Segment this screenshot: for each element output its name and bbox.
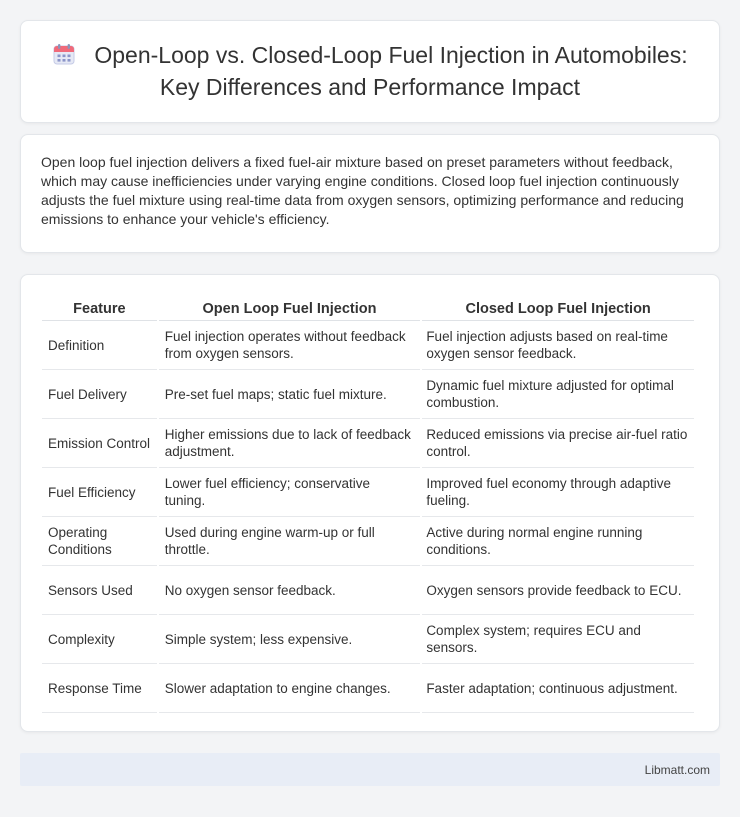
cell-open-loop: Simple system; less expensive. xyxy=(159,615,421,664)
cell-feature: Response Time xyxy=(42,664,157,713)
intro-paragraph: Open loop fuel injection delivers a fixed fuel-air mixture based on preset parameters without feedback, which may cause inefficiencies under varying engine conditions. Closed loop fuel injection continuously adjusts the fuel mixture using real-time data from oxygen sensors, optimizing performance and reducing emissions to enhance your vehicle's efficiency. xyxy=(41,154,684,227)
cell-closed-loop: Faster adaptation; continuous adjustment. xyxy=(422,664,694,713)
cell-open-loop: Higher emissions due to lack of feedback adjustment. xyxy=(159,419,421,468)
cell-closed-loop: Fuel injection adjusts based on real-time oxygen sensor feedback. xyxy=(422,321,694,370)
comparison-table-card xyxy=(20,274,720,732)
page-title xyxy=(51,41,689,102)
footer-brand: Libmatt.com xyxy=(644,762,710,777)
cell-open-loop: Fuel injection operates without feedback from oxygen sensors. xyxy=(159,321,421,370)
table-row xyxy=(42,566,694,615)
cell-feature: Definition xyxy=(42,321,157,370)
table-row xyxy=(42,370,694,419)
cell-closed-loop: Improved fuel economy through adaptive fueling. xyxy=(422,468,694,517)
table-row xyxy=(42,664,694,713)
calendar-icon xyxy=(52,42,76,73)
cell-open-loop: Slower adaptation to engine changes. xyxy=(159,664,421,713)
cell-feature: Operating Conditions xyxy=(42,517,157,566)
cell-closed-loop: Active during normal engine running conditions. xyxy=(422,517,694,566)
cell-feature: Fuel Delivery xyxy=(42,370,157,419)
intro-card xyxy=(20,134,720,253)
cell-open-loop: Pre-set fuel maps; static fuel mixture. xyxy=(159,370,421,419)
cell-closed-loop: Complex system; requires ECU and sensors. xyxy=(422,615,694,664)
header-open-loop: Open Loop Fuel Injection xyxy=(159,295,421,321)
table-row xyxy=(42,468,694,517)
cell-open-loop: Lower fuel efficiency; conservative tuning. xyxy=(159,468,421,517)
comparison-table xyxy=(40,295,696,713)
cell-closed-loop: Reduced emissions via precise air-fuel ratio control. xyxy=(422,419,694,468)
table-row xyxy=(42,517,694,566)
header-feature: Feature xyxy=(42,295,157,321)
cell-feature: Fuel Efficiency xyxy=(42,468,157,517)
page-title-text: Open-Loop vs. Closed-Loop Fuel Injection in Automobiles: Key Differences and Performance Impact xyxy=(94,42,688,100)
cell-closed-loop: Oxygen sensors provide feedback to ECU. xyxy=(422,566,694,615)
table-row xyxy=(42,419,694,468)
cell-open-loop: Used during engine warm-up or full throttle. xyxy=(159,517,421,566)
cell-open-loop: No oxygen sensor feedback. xyxy=(159,566,421,615)
table-row xyxy=(42,615,694,664)
cell-feature: Emission Control xyxy=(42,419,157,468)
footer xyxy=(20,753,720,786)
table-row xyxy=(42,321,694,370)
cell-feature: Complexity xyxy=(42,615,157,664)
title-card xyxy=(20,20,720,123)
header-closed-loop: Closed Loop Fuel Injection xyxy=(422,295,694,321)
cell-feature: Sensors Used xyxy=(42,566,157,615)
cell-closed-loop: Dynamic fuel mixture adjusted for optimal combustion. xyxy=(422,370,694,419)
table-header-row xyxy=(42,295,694,321)
